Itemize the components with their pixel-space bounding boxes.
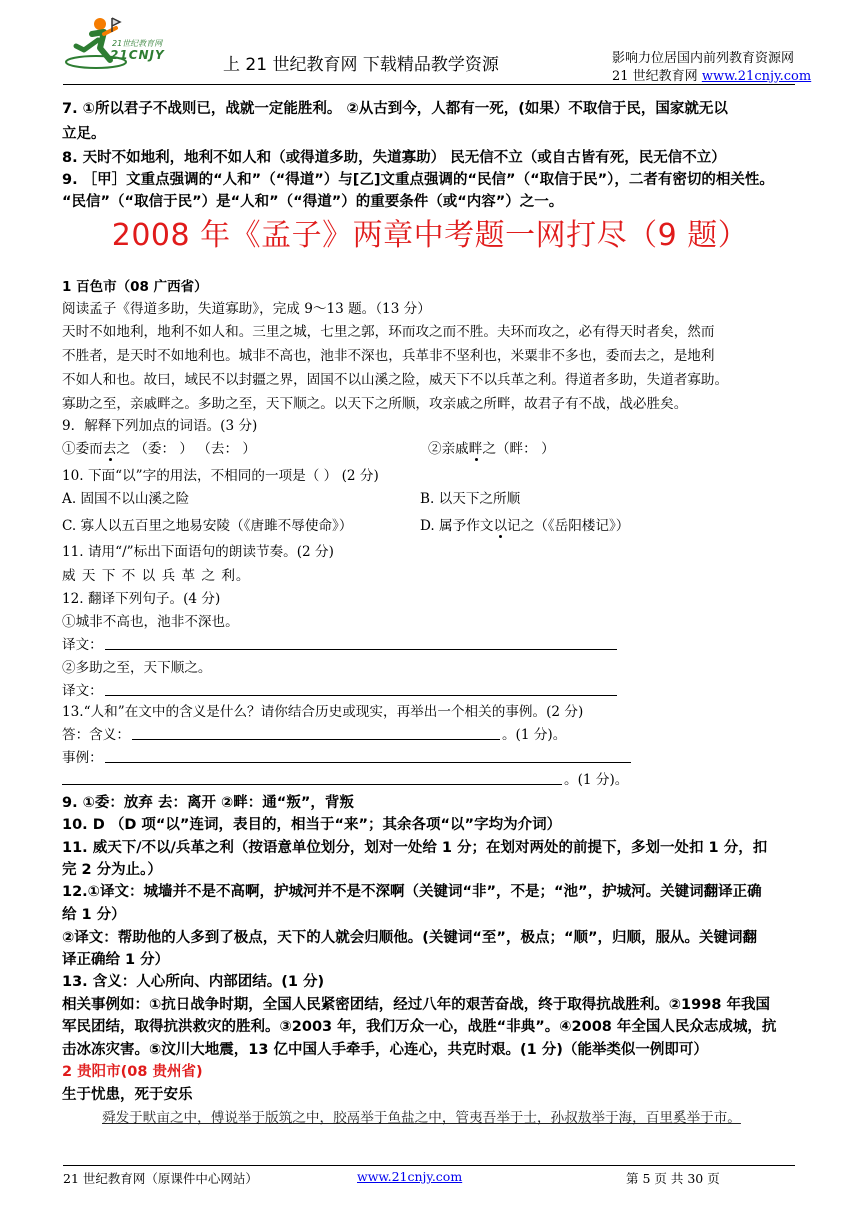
header-site-line [612, 65, 811, 84]
question-13: 13.“人和”在文中的含义是什么？请你结合历史或现实，再举出一个相关的事例。(2 分) [62, 704, 584, 720]
passage-line: 不如人和也。故曰，域民不以封疆之界，固国不以山溪之险，威天下不以兵革之利。得道者多助，失道者寡助。 [62, 372, 729, 388]
dotted-word: 去 [102, 441, 117, 457]
answer-blank[interactable] [105, 648, 617, 650]
option-d-source: 记之（《岳阳楼记》） [507, 518, 630, 534]
answer-11-line2: 完 2 分为止。） [62, 862, 162, 878]
q9a-blanks: 之 （委： ） （去： ） [116, 441, 257, 457]
page-title: 2008 年《孟子》两章中考题一网打尽（9 题） [111, 218, 749, 253]
header-tagline: 影响力位居国内前列教育资源网 [612, 51, 795, 66]
q9a-text: ①委而 [62, 441, 103, 457]
answer-blank[interactable] [105, 761, 631, 763]
answer-blank[interactable] [132, 738, 500, 740]
question-12: 12. 翻译下列句子。(4 分) [62, 591, 221, 607]
q13-example-label: 事例： [62, 750, 103, 766]
q13-example-score: 。(1 分)。 [564, 772, 629, 788]
question-13-answer [62, 723, 566, 743]
answer-10: 10. D （D 项“以”连词，表目的，相当于“来”；其余各项“以”字均为介词） [62, 817, 562, 833]
question-10: 10. 下面“以”字的用法，不相同的一项是（ ） (2 分) [62, 468, 379, 484]
q13-answer-label: 答：含义： [62, 727, 130, 743]
q13-answer-score: 。(1 分)。 [501, 727, 567, 743]
option-d-text: D. 属予作文 [420, 518, 494, 534]
question-13-example-line2 [62, 768, 628, 788]
header-site-link[interactable]: www.21cnjy.com [701, 69, 812, 84]
passage-line: 天时不如地利，地利不如人和。三里之城，七里之郭，环而攻之而不胜。夫环而攻之，必有得天时者矣，然而 [62, 324, 715, 340]
q9b-blanks: 之（畔： ） [482, 441, 555, 457]
question-9a [62, 437, 256, 457]
footer-site-name: 21 世纪教育网（原课件中心网站） [63, 1171, 258, 1186]
question-12b: ②多助之至，天下顺之。 [62, 660, 212, 676]
answer-blank[interactable] [62, 783, 562, 785]
answer-12b-line2: 译正确给 1 分） [62, 952, 170, 968]
footer-site-link[interactable]: www.21cnjy.com [357, 1169, 463, 1184]
answer-11-line1: 11. 威天下/不以/兵革之利（按语意单位划分，划对一处给 1 分；在划对两处的前提下，多划一处扣 1 分，扣 [62, 840, 768, 856]
page-header [0, 0, 860, 86]
section1-intro: 阅读孟子《得道多助，失道寡助》，完成 9～13 题。（13 分） [62, 301, 431, 317]
header-slogan: 上 21 世纪教育网 下载精品教学资源 [223, 55, 499, 75]
header-site-name: 21 世纪教育网 [612, 69, 702, 84]
dotted-word: 畔 [468, 441, 483, 457]
answer-7-line2: 立足。 [62, 126, 106, 142]
header-divider [63, 84, 795, 85]
question-13-example [62, 746, 633, 766]
answer-13-line4: 击冰冻灾害。⑤汶川大地震，13 亿中国人手牵手，心连心，共克时艰。(1 分)（能举类似一例即可） [62, 1042, 708, 1058]
section2-heading: 2 贵阳市(08 贵州省) [62, 1064, 203, 1080]
passage-line: 不胜者，是天时不如地利也。城非不高也，池非不深也，兵革非不坚利也，米粟非不多也，委而去之，是地利 [62, 348, 715, 364]
translation-1 [62, 633, 619, 653]
section2-subtitle: 生于忧患，死于安乐 [62, 1087, 193, 1103]
option-d [420, 514, 629, 534]
translation-label: 译文： [62, 637, 103, 653]
footer-divider [63, 1165, 795, 1166]
question-9b [428, 437, 555, 457]
logo-english-name: 21CNJY [110, 48, 165, 62]
answer-8: 8. 天时不如地利，地利不如人和（或得道多助，失道寡助） 民无信不立（或自古皆有死，民无信不立） [62, 150, 726, 166]
option-c: C. 寡人以五百里之地易安陵（《唐雎不辱使命》） [62, 518, 353, 534]
option-a: A. 固国不以山溪之险 [62, 491, 190, 507]
answer-blank[interactable] [105, 694, 617, 696]
answer-13-line3: 军民团结，取得抗洪救灾的胜利。③2003 年，我们万众一心，战胜“非典”。④2008 年全国人民众志成城，抗 [62, 1019, 777, 1035]
footer-page-number: 第 5 页 共 30 页 [626, 1171, 720, 1186]
question-9: 9．解释下列加点的词语。(3 分) [62, 418, 258, 434]
answer-7-line1: 7. ①所以君子不战则已，战就一定能胜利。 ②从古到今，人都有一死，(如果）不取信于民，国家就无以 [62, 101, 728, 117]
passage-line: 寡助之至，亲戚畔之。多助之至，天下顺之。以天下之所顺，攻亲戚之所畔，故君子有不战，战必胜矣。 [62, 396, 688, 412]
dotted-word: 以 [493, 518, 508, 534]
section2-passage: 舜发于畎亩之中，傅说举于版筑之中，胶鬲举于鱼盐之中，管夷吾举于士，孙叔敖举于海，百里奚举于市。 [102, 1110, 741, 1126]
question-12a: ①城非不高也，池非不深也。 [62, 614, 239, 630]
translation-2 [62, 679, 619, 699]
section1-heading: 1 百色市（08 广西省） [62, 279, 208, 295]
question-11-sentence: 威 天 下 不 以 兵 革 之 利。 [62, 568, 251, 584]
site-logo [62, 14, 180, 78]
answer-12a-line1: 12.①译文：城墙并不是不高啊，护城河并不是不深啊（关键词“非”，不是；“池”，护城河。关键词翻译正确 [62, 884, 762, 900]
answer-9-line1: 9. ［甲］文重点强调的“人和”（“得道”）与[乙]文重点强调的“民信”（“取信于民”），二者有密切的相关性。 [62, 172, 774, 188]
answer-12b-line1: ②译文：帮助他的人多到了极点，天下的人就会归顺他。(关键词“至”，极点；“顺”，归顺，服从。关键词翻 [62, 930, 758, 946]
answer-9: 9. ①委：放弃 去：离开 ②畔：通“叛”，背叛 [62, 795, 354, 811]
option-b: B. 以天下之所顺 [420, 491, 521, 507]
translation-label: 译文： [62, 683, 103, 699]
logo-chinese-name: 21世纪教育网 [112, 39, 163, 48]
answer-13-line2: 相关事例如：①抗日战争时期，全国人民紧密团结，经过八年的艰苦奋战，终于取得抗战胜利。②1998 年我国 [62, 997, 770, 1013]
q9b-text: ②亲戚 [428, 441, 469, 457]
answer-13-line1: 13. 含义：人心所向、内部团结。(1 分) [62, 974, 325, 990]
answer-12a-line2: 给 1 分） [62, 907, 126, 923]
answer-9-line2: “民信”（“取信于民”）是“人和”（“得道”）的重要条件（或“内容”）之一。 [62, 194, 564, 210]
question-11: 11. 请用“/”标出下面语句的朗读节奏。(2 分) [62, 544, 334, 560]
